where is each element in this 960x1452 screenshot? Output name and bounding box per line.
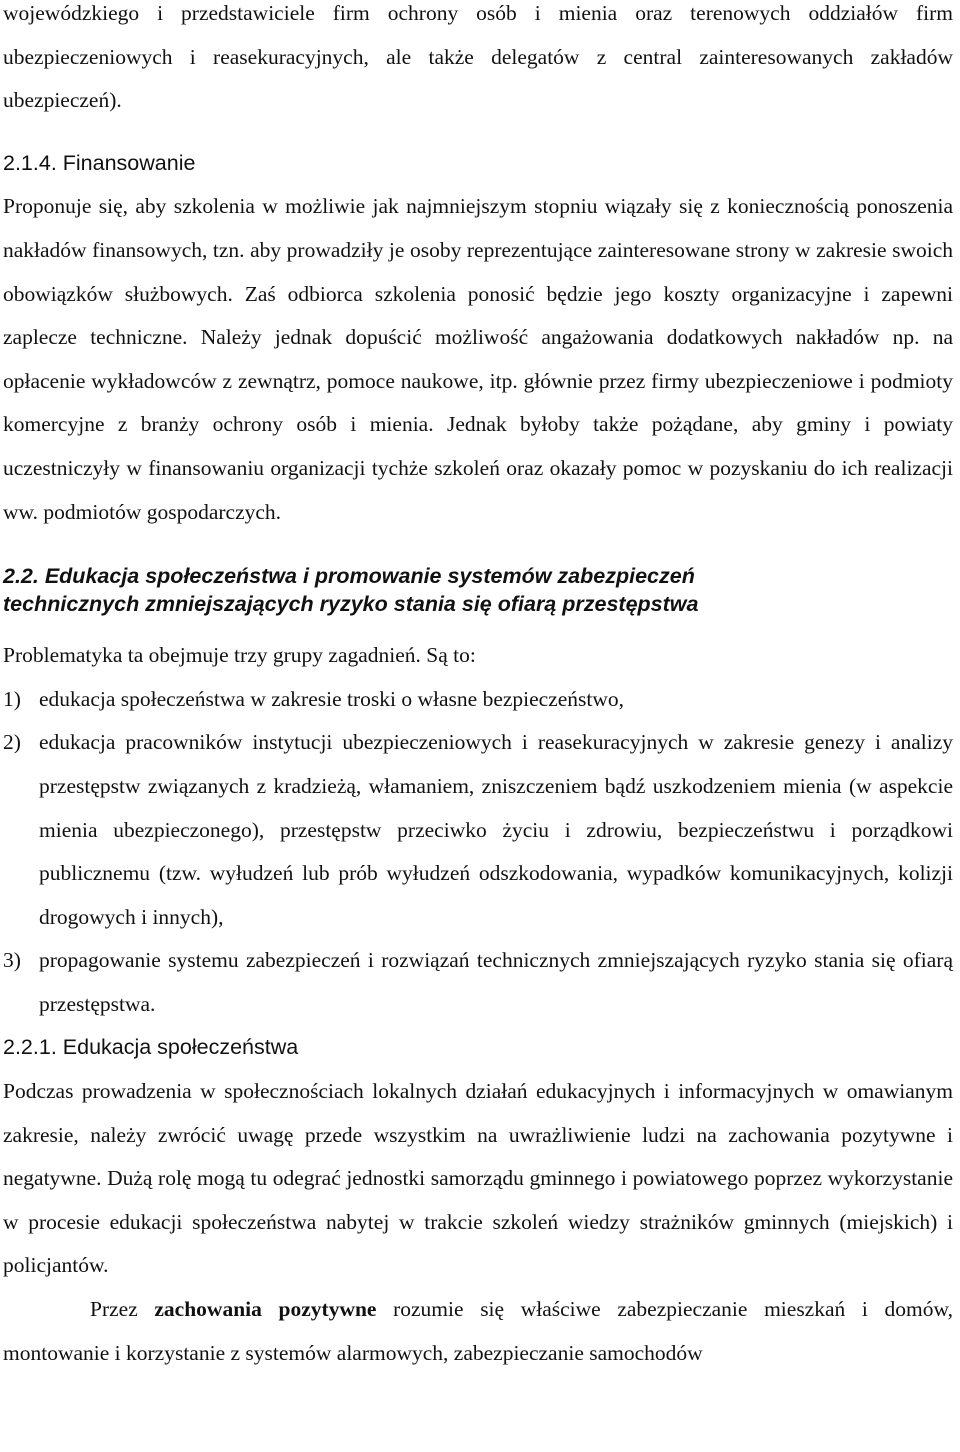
list-item xyxy=(3,678,953,722)
list-item xyxy=(3,939,953,1026)
document-page xyxy=(3,0,953,1375)
section-2-2-intro: Problematyka ta obejmuje trzy grupy zagadnień. Są to: xyxy=(3,643,476,668)
paragraph-2-rest: rozumie się właściwe zabezpieczanie mieszkań i domów, montowanie i korzystanie z systemów alarmowych, zabezpieczanie samochodów xyxy=(3,1297,953,1365)
list-item-number: 1) xyxy=(3,686,21,711)
section-2-2-heading-line2: technicznych zmniejszających ryzyko stania się ofiarą przestępstwa xyxy=(3,592,699,617)
section-2-1-4-heading: 2.1.4. Finansowanie xyxy=(3,150,196,175)
list-item-text: propagowanie systemu zabezpieczeń i rozwiązań technicznych zmniejszających ryzyko stania się ofiarą przestępstwa. xyxy=(39,948,953,1016)
list-item-number: 2) xyxy=(3,730,21,755)
paragraph-2-prefix: Przez xyxy=(90,1297,155,1322)
list-item-number: 3) xyxy=(3,948,21,973)
section-2-2-1-body: Podczas prowadzenia w społecznościach lokalnych działań edukacyjnych i informacyjnych w omawianym zakresie, należy zwrócić uwagę przede wszystkim na uwrażliwienie ludzi na zachowania pozytywne i negatywne. Dużą rolę mogą tu odegrać jednostki samorządu gminnego i powiatowego poprzez wykorzystanie w procesie edukacji społeczeństwa nabytej w trakcie szkoleń wiedzy strażników gminnych (miejskich) i policjantów. xyxy=(3,1079,953,1278)
section-2-2-1-heading: 2.2.1. Edukacja społeczeństwa xyxy=(3,1035,299,1060)
section-2-1-4-body: Proponuje się, aby szkolenia w możliwie jak najmniejszym stopniu wiązały się z koniecznością ponoszenia nakładów finansowych, tzn. aby prowadziły je osoby reprezentujące zainteresowane strony w zakresie swoich obowiązków służbowych. Zaś odbiorca szkolenia ponosić będzie jego koszty organizacyjne i zapewni zaplecze techniczne. Należy jednak dopuścić możliwość angażowania dodatkowych nakładów np. na opłacenie wykładowców z zewnątrz, pomoce naukowe, itp. głównie przez firmy ubezpieczeniowe i podmioty komercyjne z branży ochrony osób i mienia. Jednak byłoby także pożądane, aby gminy i powiaty uczestniczyły w finansowaniu organizacji tychże szkoleń oraz okazały pomoc w pozyskaniu do ich realizacji ww. podmiotów gospodarczych. xyxy=(3,194,953,524)
intro-paragraph: wojewódzkiego i przedstawiciele firm ochrony osób i mienia oraz terenowych oddziałów firm ubezpieczeniowych i reasekuracyjnych, ale także delegatów z central zainteresowanych zakładów ubezpieczeń). xyxy=(3,1,953,113)
positive-behaviours-term: zachowania pozytywne xyxy=(154,1297,377,1322)
topic-list xyxy=(3,678,953,1027)
list-item-text: edukacja społeczeństwa w zakresie troski o własne bezpieczeństwo, xyxy=(39,686,625,711)
list-item-text: edukacja pracowników instytucji ubezpieczeniowych i reasekuracyjnych w zakresie genezy i analizy przestępstw związanych z kradzieżą, włamaniem, zniszczeniem bądź uszkodzeniem mienia (w aspekcie mienia ubezpieczonego), przestępstw przeciwko życiu i zdrowiu, bezpieczeństwu i porządkowi publicznemu (tzw. wyłudzeń lub prób wyłudzeń odszkodowania, wypadków komunikacyjnych, kolizji drogowych i innych), xyxy=(39,730,953,929)
list-item xyxy=(3,721,953,939)
section-2-2-1-paragraph-2 xyxy=(3,1288,953,1375)
section-2-2-heading-line1: 2.2. Edukacja społeczeństwa i promowanie systemów zabezpieczeń xyxy=(3,564,695,589)
